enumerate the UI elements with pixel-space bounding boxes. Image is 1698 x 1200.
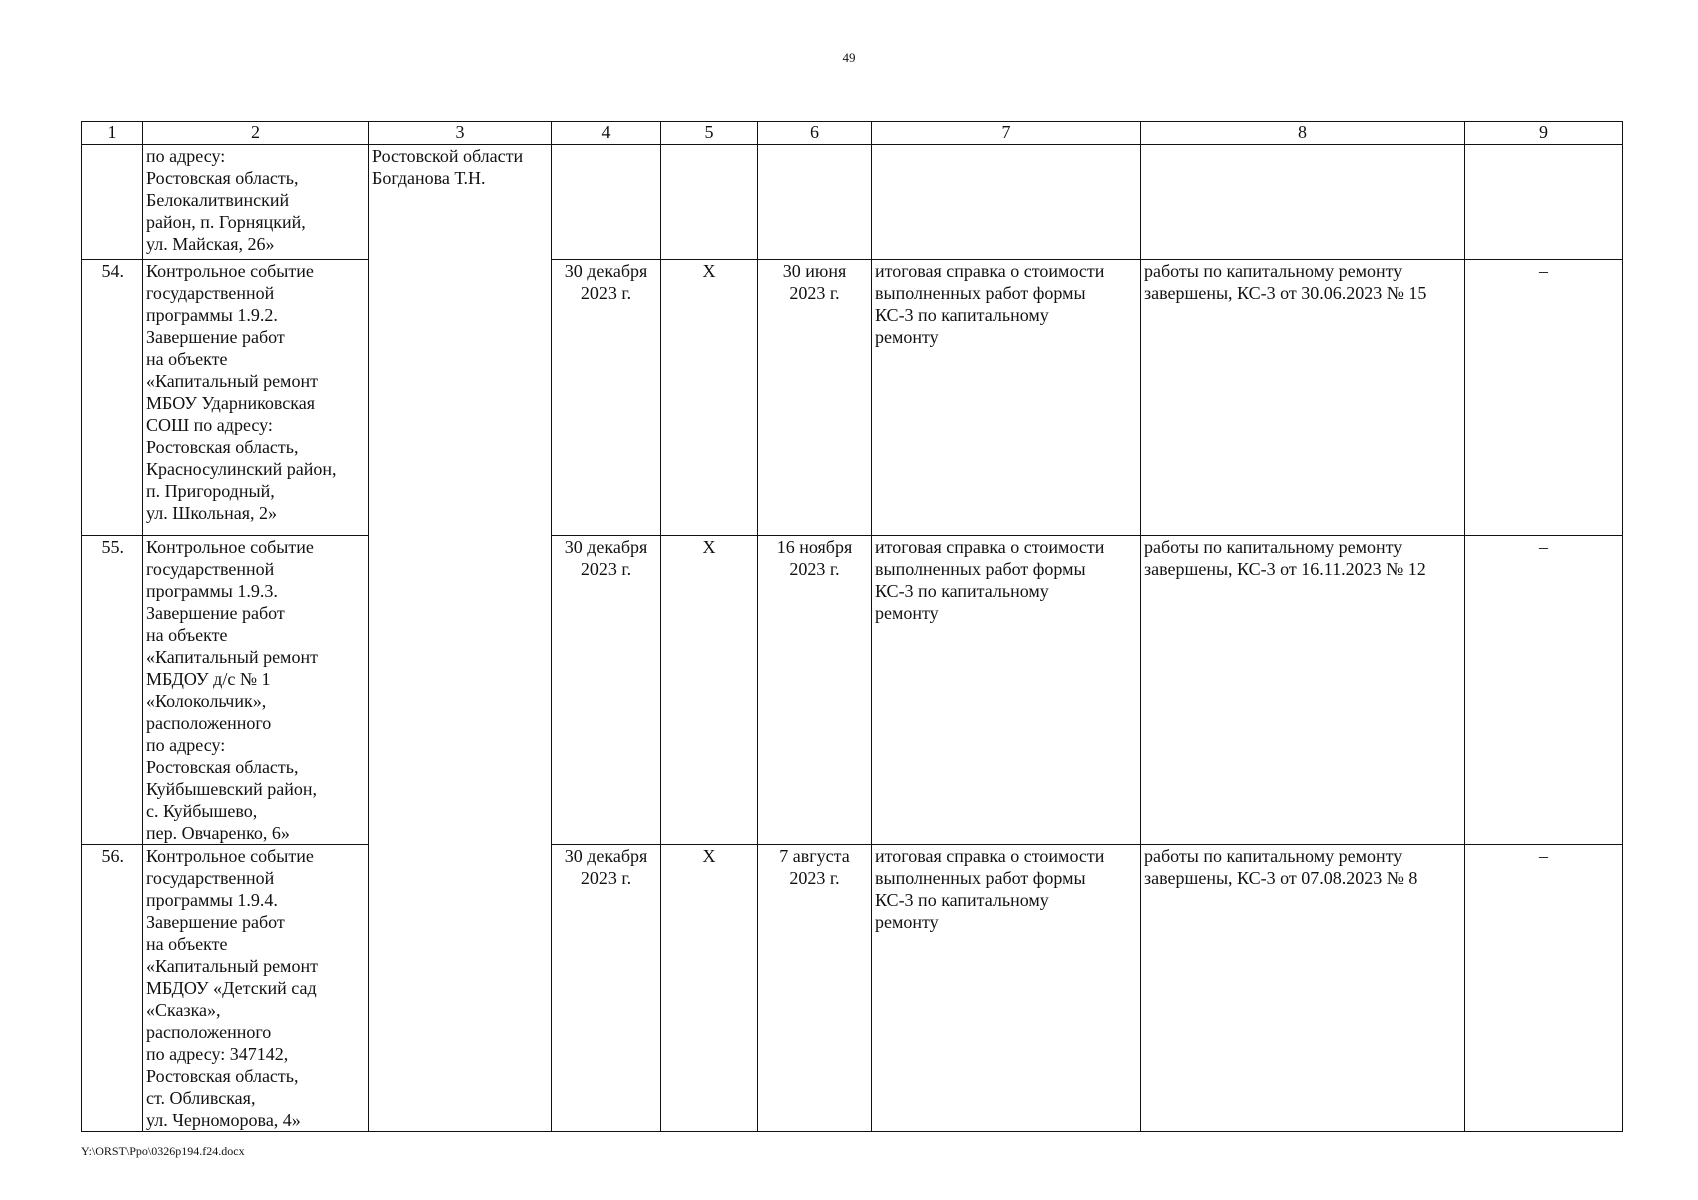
row-number: 56.	[82, 845, 143, 1132]
col5-cell: X	[661, 260, 758, 536]
supporting-document	[872, 145, 1141, 260]
planned-date	[552, 145, 661, 260]
control-events-table	[81, 121, 1623, 1132]
continuation-row	[82, 145, 1623, 260]
table-row	[82, 845, 1623, 1132]
responsible-executor: Ростовской области Богданова Т.Н.	[369, 145, 552, 1132]
event-description: по адресу: Ростовская область, Белокалитвинский район, п. Горняцкий, ул. Майская, 26»	[143, 145, 369, 260]
planned-date: 30 декабря 2023 г.	[552, 845, 661, 1132]
actual-date	[758, 145, 872, 260]
table-row	[82, 260, 1623, 536]
supporting-document: итоговая справка о стоимости выполненных работ формы КС-3 по капитальному ремонту	[872, 536, 1141, 845]
column-number: 4	[552, 122, 661, 145]
col9-cell: –	[1465, 260, 1623, 536]
result-note: работы по капитальному ремонту завершены, КС-3 от 07.08.2023 № 8	[1141, 845, 1465, 1132]
column-number: 1	[82, 122, 143, 145]
table-row	[82, 536, 1623, 845]
supporting-document: итоговая справка о стоимости выполненных работ формы КС-3 по капитальному ремонту	[872, 260, 1141, 536]
supporting-document: итоговая справка о стоимости выполненных работ формы КС-3 по капитальному ремонту	[872, 845, 1141, 1132]
col9-cell: –	[1465, 536, 1623, 845]
event-description: Контрольное событие государственной программы 1.9.2. Завершение работ на объекте «Капитальный ремонт МБОУ Ударниковская СОШ по адресу: Ростовская область, Красносулинский район, п. Пригородный, ул. Школьная, 2»	[143, 260, 369, 536]
actual-date: 16 ноября 2023 г.	[758, 536, 872, 845]
column-numbers-row	[82, 122, 1623, 145]
column-number: 9	[1465, 122, 1623, 145]
column-number: 6	[758, 122, 872, 145]
column-number: 3	[369, 122, 552, 145]
column-number: 2	[143, 122, 369, 145]
event-description: Контрольное событие государственной программы 1.9.3. Завершение работ на объекте «Капитальный ремонт МБДОУ д/с № 1 «Колокольчик», расположенного по адресу: Ростовская область, Куйбышевский район, с. Куйбышево, пер. Овчаренко, 6»	[143, 536, 369, 845]
planned-date: 30 декабря 2023 г.	[552, 260, 661, 536]
file-path-footer: Y:\ORST\Ppo\0326p194.f24.docx	[81, 1144, 245, 1158]
result-note: работы по капитальному ремонту завершены, КС-3 от 30.06.2023 № 15	[1141, 260, 1465, 536]
result-note: работы по капитальному ремонту завершены, КС-3 от 16.11.2023 № 12	[1141, 536, 1465, 845]
row-number	[82, 145, 143, 260]
column-number: 8	[1141, 122, 1465, 145]
col9-cell: –	[1465, 845, 1623, 1132]
row-number: 54.	[82, 260, 143, 536]
col9-cell	[1465, 145, 1623, 260]
column-number: 7	[872, 122, 1141, 145]
actual-date: 30 июня 2023 г.	[758, 260, 872, 536]
row-number: 55.	[82, 536, 143, 845]
page-number: 49	[842, 50, 856, 65]
column-number: 5	[661, 122, 758, 145]
col5-cell: X	[661, 536, 758, 845]
col5-cell	[661, 145, 758, 260]
event-description: Контрольное событие государственной программы 1.9.4. Завершение работ на объекте «Капитальный ремонт МБДОУ «Детский сад «Сказка», расположенного по адресу: 347142, Ростовская область, ст. Обливская, ул. Черноморова, 4»	[143, 845, 369, 1132]
col5-cell: X	[661, 845, 758, 1132]
result-note	[1141, 145, 1465, 260]
planned-date: 30 декабря 2023 г.	[552, 536, 661, 845]
actual-date: 7 августа 2023 г.	[758, 845, 872, 1132]
